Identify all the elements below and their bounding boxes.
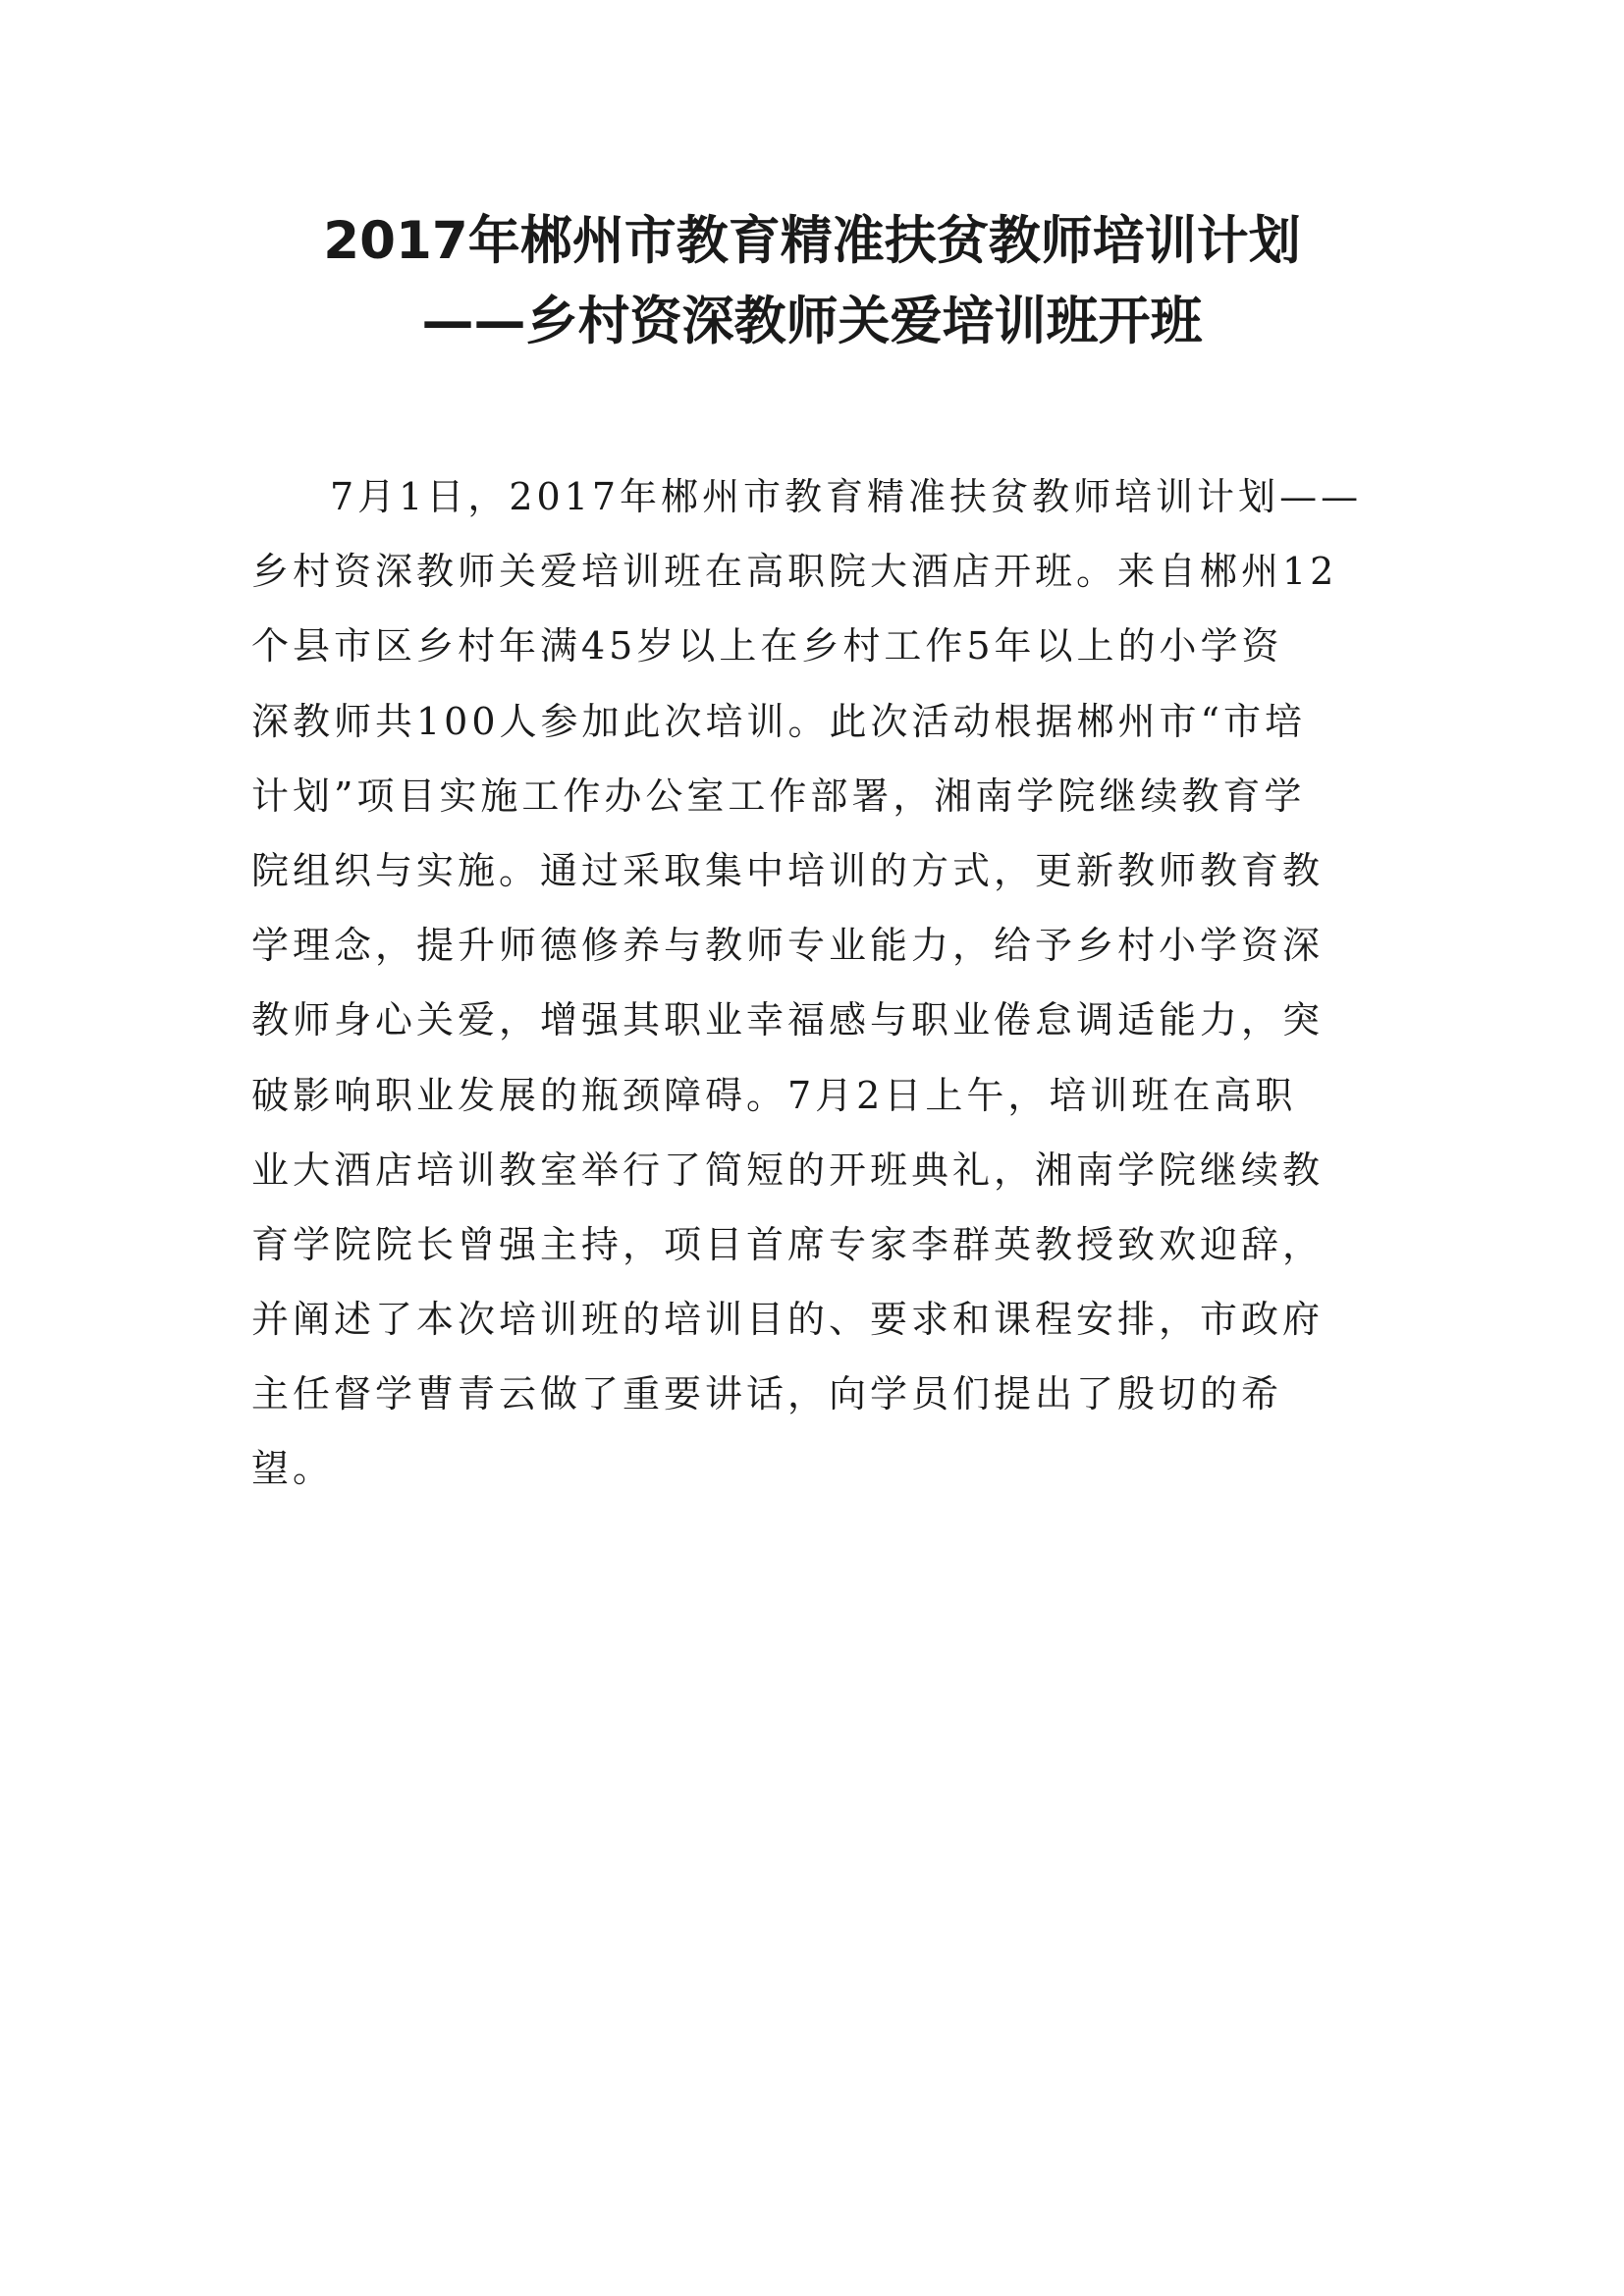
- body-line: 业大酒店培训教室举行了简短的开班典礼，湘南学院继续教: [251, 1148, 1325, 1192]
- title-line-2: ——乡村资深教师关爱培训班开班: [421, 292, 1203, 351]
- body-line: 深教师共100人参加此次培训。此次活动根据郴州市“市培: [251, 699, 1306, 743]
- body-line: 个县市区乡村年满45岁以上在乡村工作5年以上的小学资: [251, 624, 1283, 668]
- body-line: 乡村资深教师关爱培训班在高职院大酒店开班。来自郴州12: [251, 550, 1338, 594]
- document-title: [0, 201, 1624, 362]
- body-line: 教师身心关爱，增强其职业幸福感与职业倦怠调适能力，突: [251, 998, 1325, 1042]
- title-line-1: 2017年郴州市教育精准扶贫教师培训计划: [323, 211, 1301, 271]
- body-line: 7月1日，2017年郴州市教育精准扶贫教师培训计划——: [330, 475, 1363, 518]
- body-line: 并阐述了本次培训班的培训目的、要求和课程安排，市政府: [251, 1298, 1325, 1342]
- body-line: 学理念，提升师德修养与教师专业能力，给予乡村小学资深: [251, 924, 1325, 968]
- body-line: 望。: [251, 1447, 335, 1491]
- body-line: 主任督学曹青云做了重要讲话，向学员们提出了殷切的希: [251, 1372, 1283, 1416]
- body-line: 破影响职业发展的瓶颈障碍。7月2日上午，培训班在高职: [251, 1073, 1297, 1117]
- body-line: 院组织与实施。通过采取集中培训的方式，更新教师教育教: [251, 848, 1325, 892]
- body-paragraph: [251, 459, 1390, 1507]
- body-line: 育学院院长曾强主持，项目首席专家李群英教授致欢迎辞，: [251, 1222, 1325, 1266]
- body-line: 计划”项目实施工作办公室工作部署，湘南学院继续教育学: [251, 774, 1306, 818]
